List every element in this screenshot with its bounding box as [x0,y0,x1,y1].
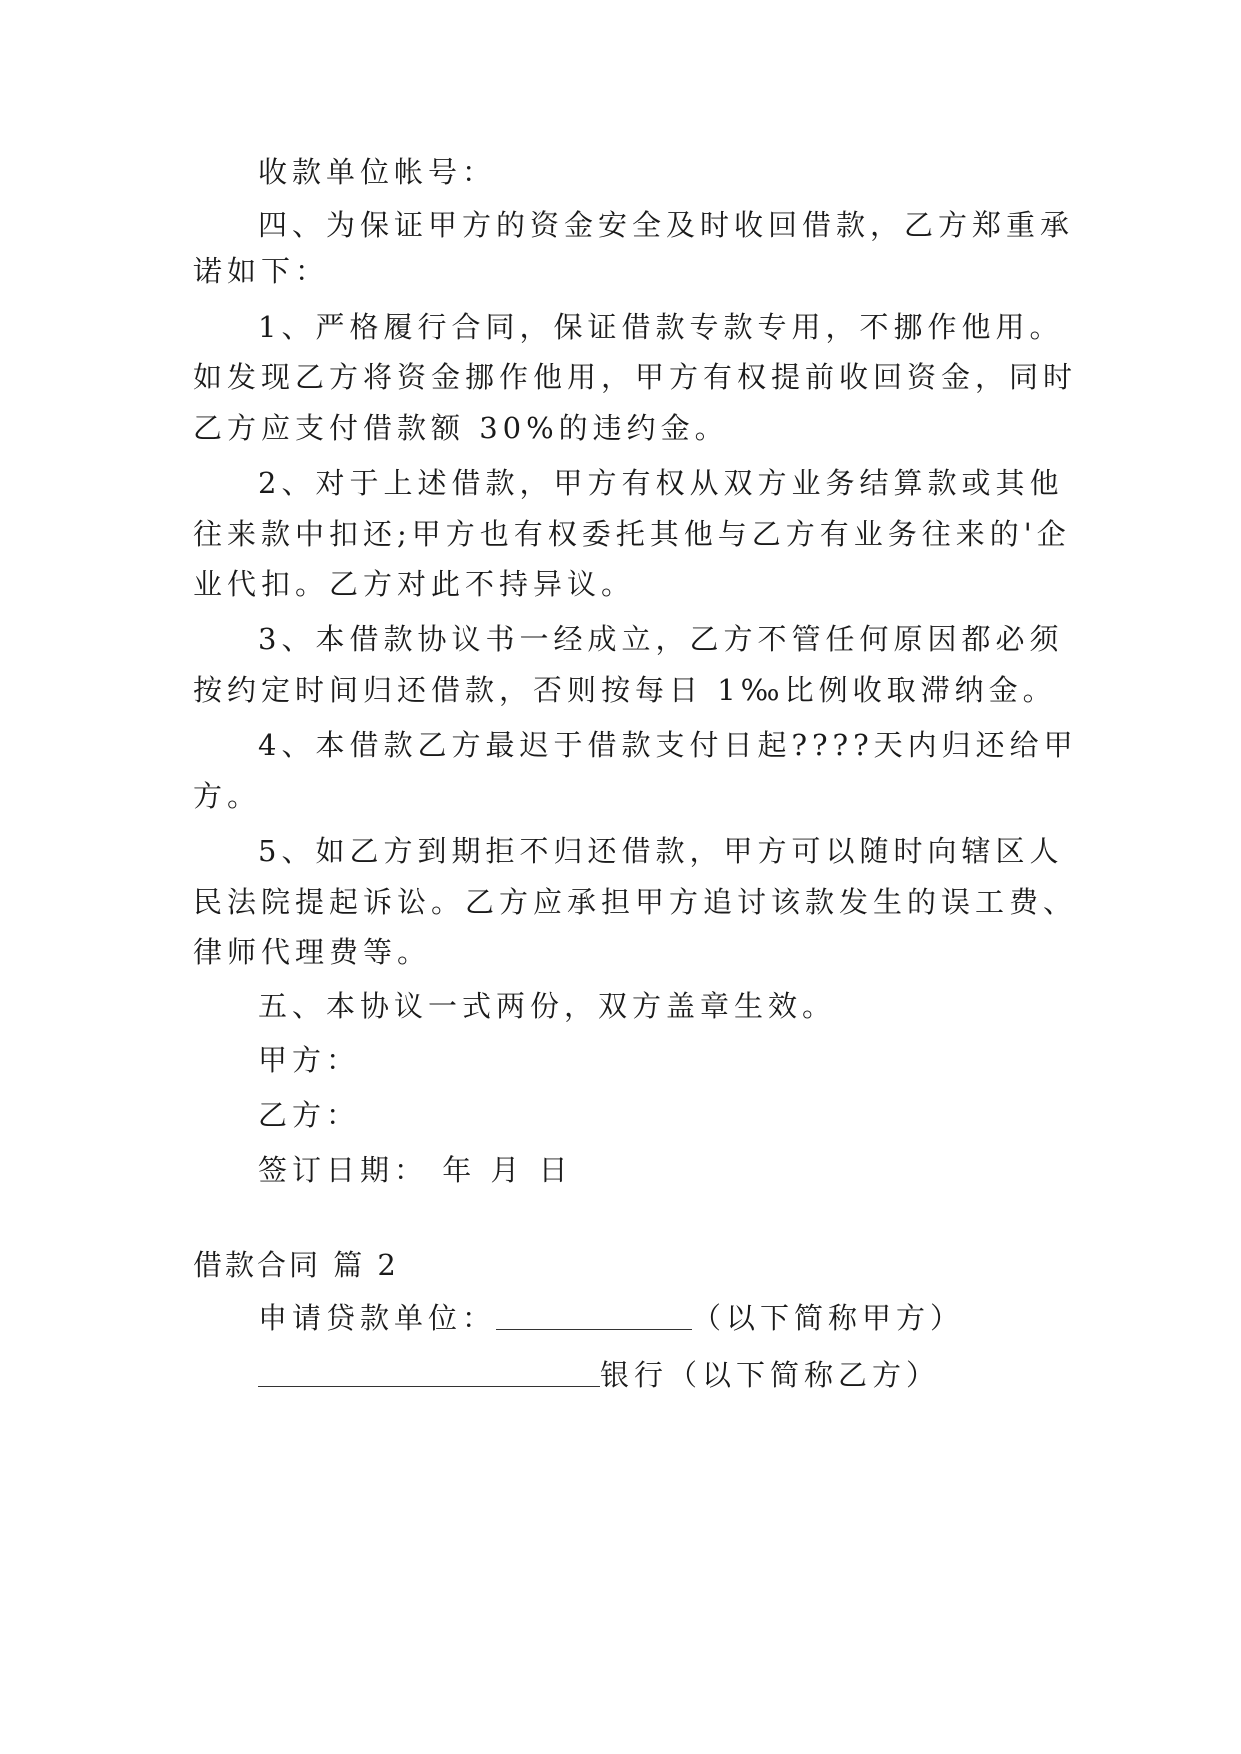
party-a-line: 甲方： [258,1043,361,1077]
applicant-suffix: （以下简称甲方） [692,1301,965,1335]
item-1-line-1: 1、严格履行合同，保证借款专款专用，不挪作他用。 [258,310,1064,344]
item-5-line-1: 5、如乙方到期拒不归还借款，甲方可以随时向辖区人 [258,834,1064,868]
clause-4-intro-line-2: 诺如下： [193,254,330,288]
signing-date-line: 签订日期： 年 月 日 [258,1153,573,1187]
item-1-line-3: 乙方应支付借款额 30%的违约金。 [193,411,729,445]
item-4-line-2: 方。 [193,779,262,813]
item-5-line-3: 律师代理费等。 [193,935,432,969]
section-2-title: 借款合同 篇 2 [193,1248,399,1282]
item-5-line-2: 民法院提起诉讼。乙方应承担甲方追讨该款发生的误工费、 [193,885,1078,919]
applicant-line [258,1298,1138,1338]
clause-5-line: 五、本协议一式两份，双方盖章生效。 [258,989,837,1023]
bank-suffix: 银行（以下简称乙方） [600,1358,941,1392]
item-2-line-2: 往来款中扣还;甲方也有权委托其他与乙方有业务往来的'企 [193,517,1071,551]
bank-blank [258,1360,600,1387]
item-3-line-2: 按约定时间归还借款，否则按每日 1‰比例收取滞纳金。 [193,673,1057,707]
item-2-line-3: 业代扣。乙方对此不持异议。 [193,567,636,601]
item-1-line-2: 如发现乙方将资金挪作他用，甲方有权提前收回资金，同时 [193,360,1078,394]
item-3-line-1: 3、本借款协议书一经成立，乙方不管任何原因都必须 [258,622,1064,656]
bank-line [258,1355,1138,1395]
item-2-line-1: 2、对于上述借款，甲方有权从双方业务结算款或其他 [258,466,1064,500]
applicant-label: 申请贷款单位： [258,1301,497,1335]
applicant-blank [496,1303,692,1330]
payee-account-line: 收款单位帐号： [258,155,497,189]
clause-4-intro-line-1: 四、为保证甲方的资金安全及时收回借款，乙方郑重承 [258,208,1075,242]
party-b-line: 乙方： [258,1098,361,1132]
item-4-line-1: 4、本借款乙方最迟于借款支付日起????天内归还给甲 [258,728,1078,762]
